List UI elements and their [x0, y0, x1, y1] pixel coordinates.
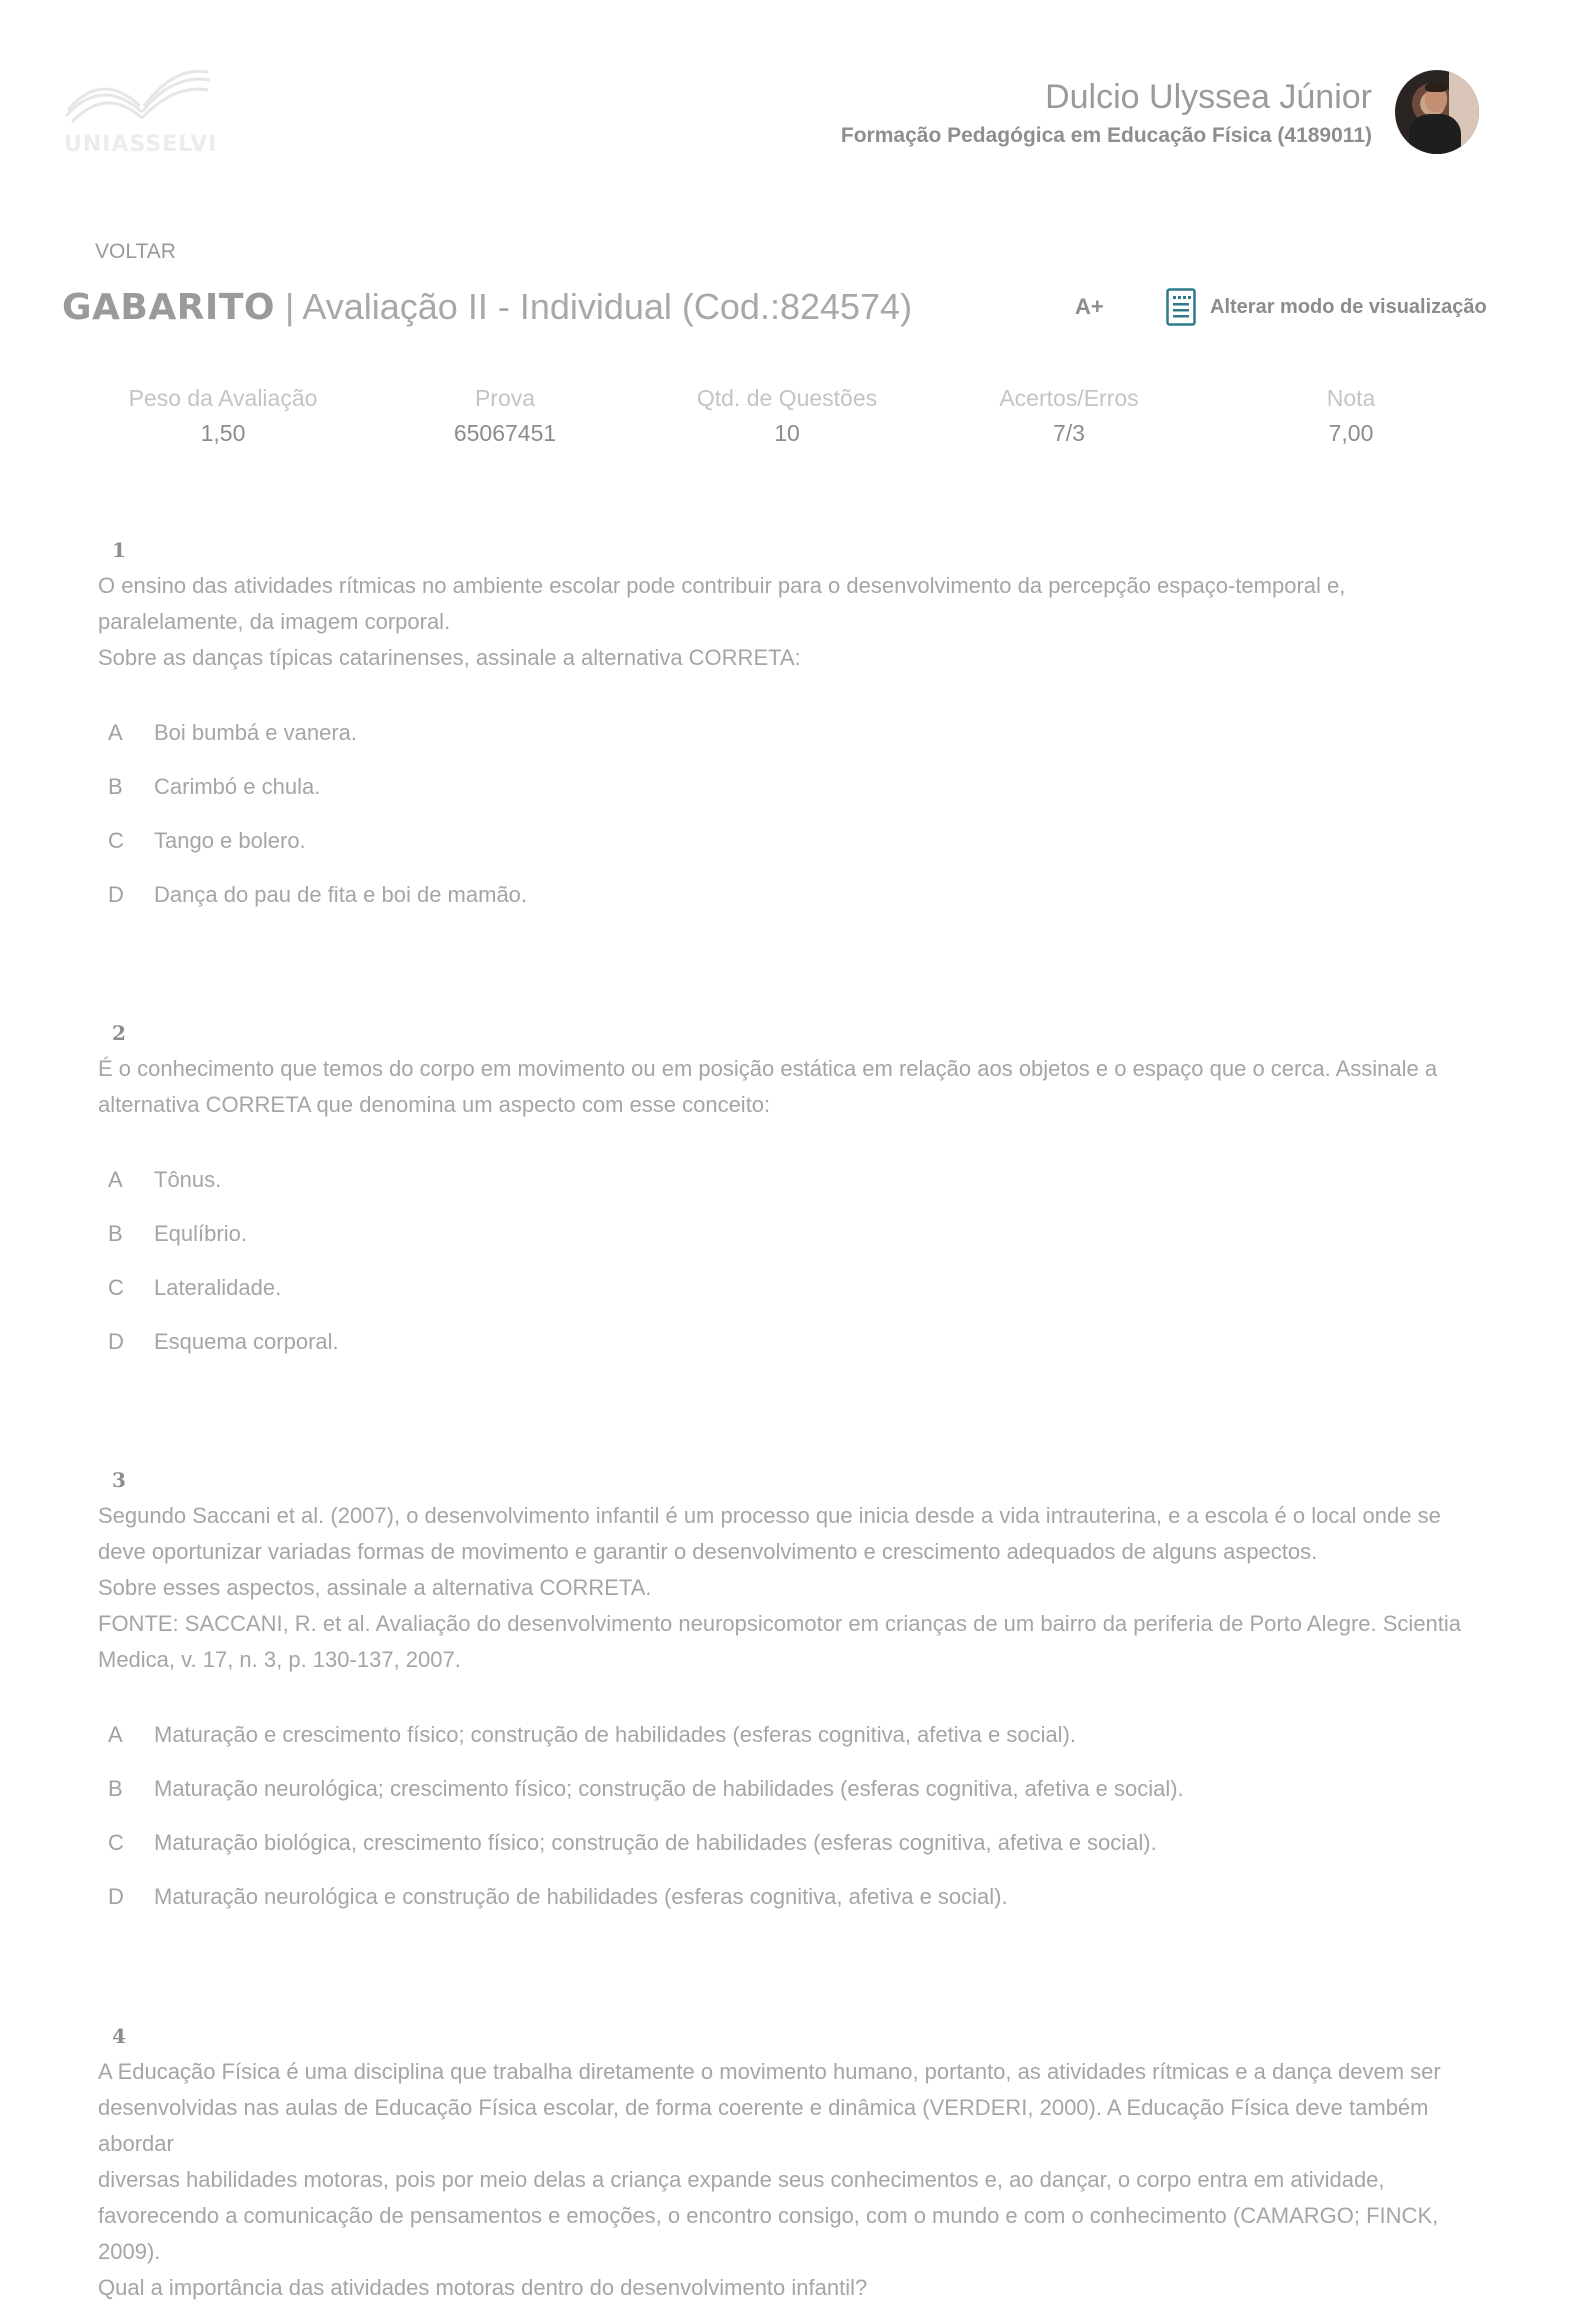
stat-label: Qtd. de Questões	[696, 385, 878, 411]
course-name: Formação Pedagógica em Educação Física (4189011)	[840, 124, 1372, 147]
question-4	[98, 2024, 1478, 2306]
question-1	[98, 538, 1478, 922]
option-text: Boi bumbá e vanera.	[154, 720, 358, 745]
option-letter: B	[108, 774, 123, 799]
question-number: 3	[112, 1468, 126, 1492]
question-text	[98, 568, 1478, 676]
question-number: 4	[112, 2024, 126, 2048]
question-line: Medica, v. 17, n. 3, p. 130-137, 2007.	[98, 1647, 461, 1672]
option-d[interactable]	[98, 1870, 1478, 1924]
question-line: FONTE: SACCANI, R. et al. Avaliação do desenvolvimento neuropsicomotor em crianças de um bairro da periferia de Porto Alegre. Scientia	[98, 1611, 1462, 1636]
option-a[interactable]	[98, 1153, 1478, 1207]
avatar[interactable]	[1395, 70, 1479, 154]
option-c[interactable]	[98, 814, 1478, 868]
stat-value: 7/3	[1053, 420, 1085, 446]
option-text: Maturação neurológica e construção de habilidades (esferas cognitiva, afetiva e social).	[154, 1884, 1008, 1909]
question-line: deve oportunizar variadas formas de movimento e garantir o desenvolvimento e crescimento adequados de alguns aspectos.	[98, 1539, 1318, 1564]
option-text: Lateralidade.	[154, 1275, 282, 1300]
user-info	[841, 74, 1372, 148]
question-2	[98, 1021, 1478, 1369]
document-view-icon	[1166, 288, 1196, 326]
option-text: Dança do pau de fita e boi de mamão.	[154, 882, 528, 907]
question-line: alternativa CORRETA que denomina um aspecto com esse conceito:	[98, 1092, 771, 1117]
question-text	[98, 2054, 1478, 2306]
option-text: Maturação biológica, crescimento físico; construção de habilidades (esferas cognitiva, afetiva e social).	[154, 1830, 1157, 1855]
option-b[interactable]	[98, 760, 1478, 814]
user-name: Dulcio Ulyssea Júnior	[1045, 78, 1372, 116]
question-line: paralelamente, da imagem corporal.	[98, 609, 451, 634]
question-line: Sobre esses aspectos, assinale a alternativa CORRETA.	[98, 1575, 652, 1600]
question-3	[98, 1468, 1478, 1924]
option-a[interactable]	[98, 1708, 1478, 1762]
question-line: favorecendo a comunicação de pensamentos e emoções, o encontro consigo, com o mundo e com o conhecimento (CAMARGO; FINCK, 2009).	[98, 2203, 1439, 2264]
option-c[interactable]	[98, 1816, 1478, 1870]
option-letter: A	[108, 1722, 123, 1747]
stat-weight	[82, 385, 364, 447]
stat-exam-id	[364, 385, 646, 447]
stat-label: Nota	[1326, 385, 1376, 411]
question-text	[98, 1051, 1478, 1123]
stat-question-count	[646, 385, 928, 447]
stat-value: 10	[774, 420, 800, 446]
option-text: Maturação neurológica; crescimento físico; construção de habilidades (esferas cognitiva, afetiva e social).	[154, 1776, 1184, 1801]
question-line: diversas habilidades motoras, pois por meio delas a criança expande seus conhecimentos e, ao dançar, o corpo entra em atividade,	[98, 2167, 1385, 2192]
logo-text: UNIASSELVI	[64, 132, 218, 157]
question-line: Qual a importância das atividades motoras dentro do desenvolvimento infantil?	[98, 2275, 868, 2300]
exam-stats	[82, 385, 1492, 447]
view-mode-button[interactable]	[1166, 288, 1487, 326]
stat-label: Peso da Avaliação	[128, 385, 318, 411]
option-letter: A	[108, 720, 123, 745]
option-letter: C	[108, 828, 124, 853]
stat-value: 1,50	[200, 420, 246, 446]
stat-value: 65067451	[453, 420, 557, 446]
question-line: Segundo Saccani et al. (2007), o desenvolvimento infantil é um processo que inicia desde a vida intrauterina, e a escola é o local onde se	[98, 1503, 1441, 1528]
option-letter: C	[108, 1830, 124, 1855]
view-mode-label: Alterar modo de visualização	[1210, 295, 1487, 318]
question-number: 2	[112, 1021, 126, 1045]
option-text: Tônus.	[154, 1167, 222, 1192]
stat-label: Prova	[474, 385, 536, 411]
logo-arcs-icon	[62, 66, 212, 136]
back-link[interactable]: VOLTAR	[95, 240, 176, 263]
question-line: A Educação Física é uma disciplina que trabalha diretamente o movimento humano, portanto, as atividades rítmicas e a dança devem ser	[98, 2059, 1441, 2084]
uniasselvi-logo	[62, 66, 218, 162]
question-line: desenvolvidas nas aulas de Educação Física escolar, de forma coerente e dinâmica (VERDERI, 2000). A Educação Física deve também abordar	[98, 2095, 1429, 2156]
stat-label: Acertos/Erros	[999, 385, 1139, 411]
option-letter: B	[108, 1776, 123, 1801]
option-text: Tango e bolero.	[154, 828, 306, 853]
option-letter: D	[108, 882, 124, 907]
page-title-bold: GABARITO	[62, 287, 275, 328]
option-text: Equlíbrio.	[154, 1221, 247, 1246]
options-list	[98, 1708, 1478, 1924]
option-text: Carimbó e chula.	[154, 774, 321, 799]
question-line: É o conhecimento que temos do corpo em movimento ou em posição estática em relação aos objetos e o espaço que o cerca. Assinale a	[98, 1056, 1438, 1081]
option-c[interactable]	[98, 1261, 1478, 1315]
option-letter: B	[108, 1221, 123, 1246]
question-line: Sobre as danças típicas catarinenses, assinale a alternativa CORRETA:	[98, 645, 801, 670]
question-text	[98, 1498, 1478, 1678]
option-letter: C	[108, 1275, 124, 1300]
option-text: Maturação e crescimento físico; construção de habilidades (esferas cognitiva, afetiva e social).	[154, 1722, 1077, 1747]
option-d[interactable]	[98, 1315, 1478, 1369]
option-b[interactable]	[98, 1207, 1478, 1261]
question-number: 1	[112, 538, 126, 562]
increase-font-button[interactable]: A+	[1075, 294, 1104, 319]
page-title	[62, 286, 912, 328]
option-letter: D	[108, 1329, 124, 1354]
stat-value: 7,00	[1328, 420, 1374, 446]
option-letter: A	[108, 1167, 123, 1192]
options-list	[98, 1153, 1478, 1369]
options-list	[98, 706, 1478, 922]
stat-hits-misses	[928, 385, 1210, 447]
question-line: O ensino das atividades rítmicas no ambiente escolar pode contribuir para o desenvolvimento da percepção espaço-temporal e,	[98, 573, 1346, 598]
page-title-rest: | Avaliação II - Individual (Cod.:824574)	[275, 286, 913, 327]
option-text: Esquema corporal.	[154, 1329, 339, 1354]
option-b[interactable]	[98, 1762, 1478, 1816]
option-letter: D	[108, 1884, 124, 1909]
option-a[interactable]	[98, 706, 1478, 760]
option-d[interactable]	[98, 868, 1478, 922]
stat-grade	[1210, 385, 1492, 447]
